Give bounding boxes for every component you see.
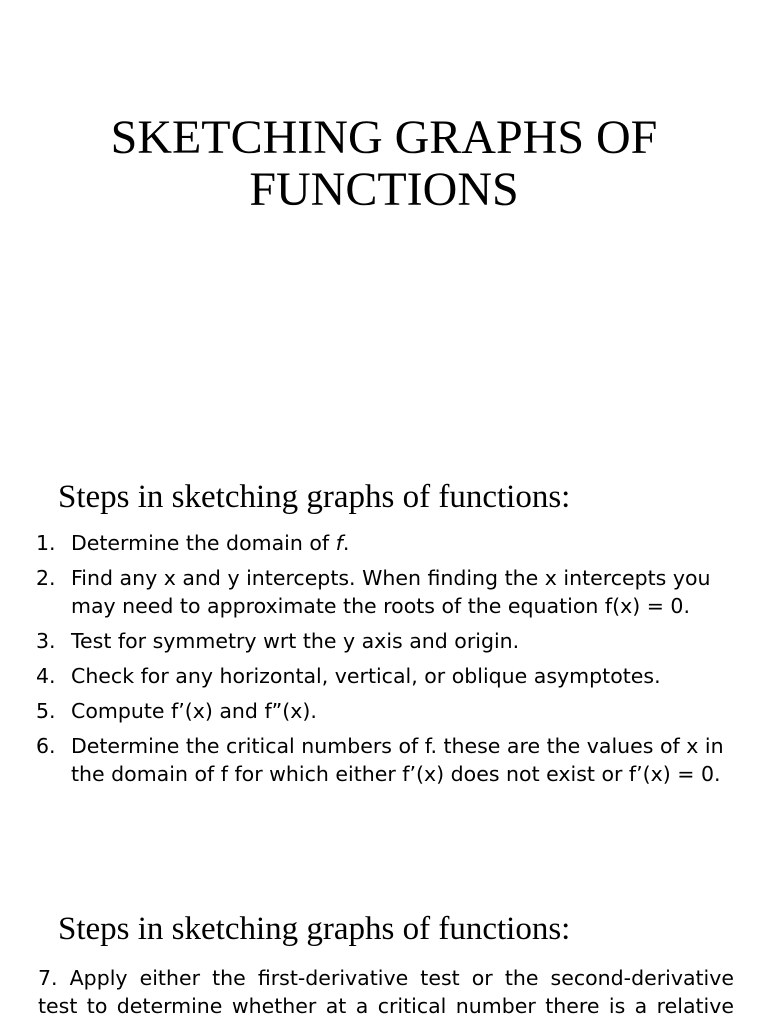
steps-list: [36, 529, 746, 795]
title-line-2: FUNCTIONS: [249, 163, 519, 216]
step-text: Find any x and y intercepts. When finding the x intercepts you may need to approximate the roots of the equation f(x) = 0.: [71, 566, 711, 618]
page-title: [0, 112, 768, 216]
step-text: Compute f’(x) and f”(x).: [71, 699, 317, 723]
section-heading: Steps in sketching graphs of functions:: [58, 911, 571, 947]
steps-slide: [0, 432, 768, 864]
step-paragraph: 7. Apply either the first-derivative test or the second-derivative test to determine whether at a critical number there is a relative: [38, 966, 734, 1018]
title-slide: [0, 0, 768, 432]
step-text: Check for any horizontal, vertical, or oblique asymptotes.: [71, 664, 661, 688]
list-item: [36, 697, 746, 725]
title-line-1: SKETCHING GRAPHS OF: [110, 111, 658, 164]
step-number: 2.: [36, 566, 56, 590]
list-item: [36, 732, 746, 788]
list-item: [36, 662, 746, 690]
step-number: 3.: [36, 629, 56, 653]
step-text: [71, 529, 746, 557]
step-number: 1.: [36, 531, 56, 555]
step-number: 5.: [36, 699, 56, 723]
step-text: Test for symmetry wrt the y axis and origin.: [71, 629, 520, 653]
step-text-after: .: [342, 531, 350, 555]
step-number: 6.: [36, 734, 56, 758]
list-item: [36, 529, 746, 557]
step-number: 4.: [36, 664, 56, 688]
list-item: [36, 627, 746, 655]
step-text-italic: f: [335, 531, 343, 555]
section-heading: Steps in sketching graphs of functions:: [58, 479, 571, 515]
steps-slide-continued: [0, 864, 768, 1024]
list-item: [36, 564, 746, 620]
step-text-main: Determine the domain of: [71, 531, 336, 555]
step-text: Determine the critical numbers of f. these are the values of x in the domain of f for which either f’(x) does not exist or f’(x) = 0.: [71, 734, 724, 786]
